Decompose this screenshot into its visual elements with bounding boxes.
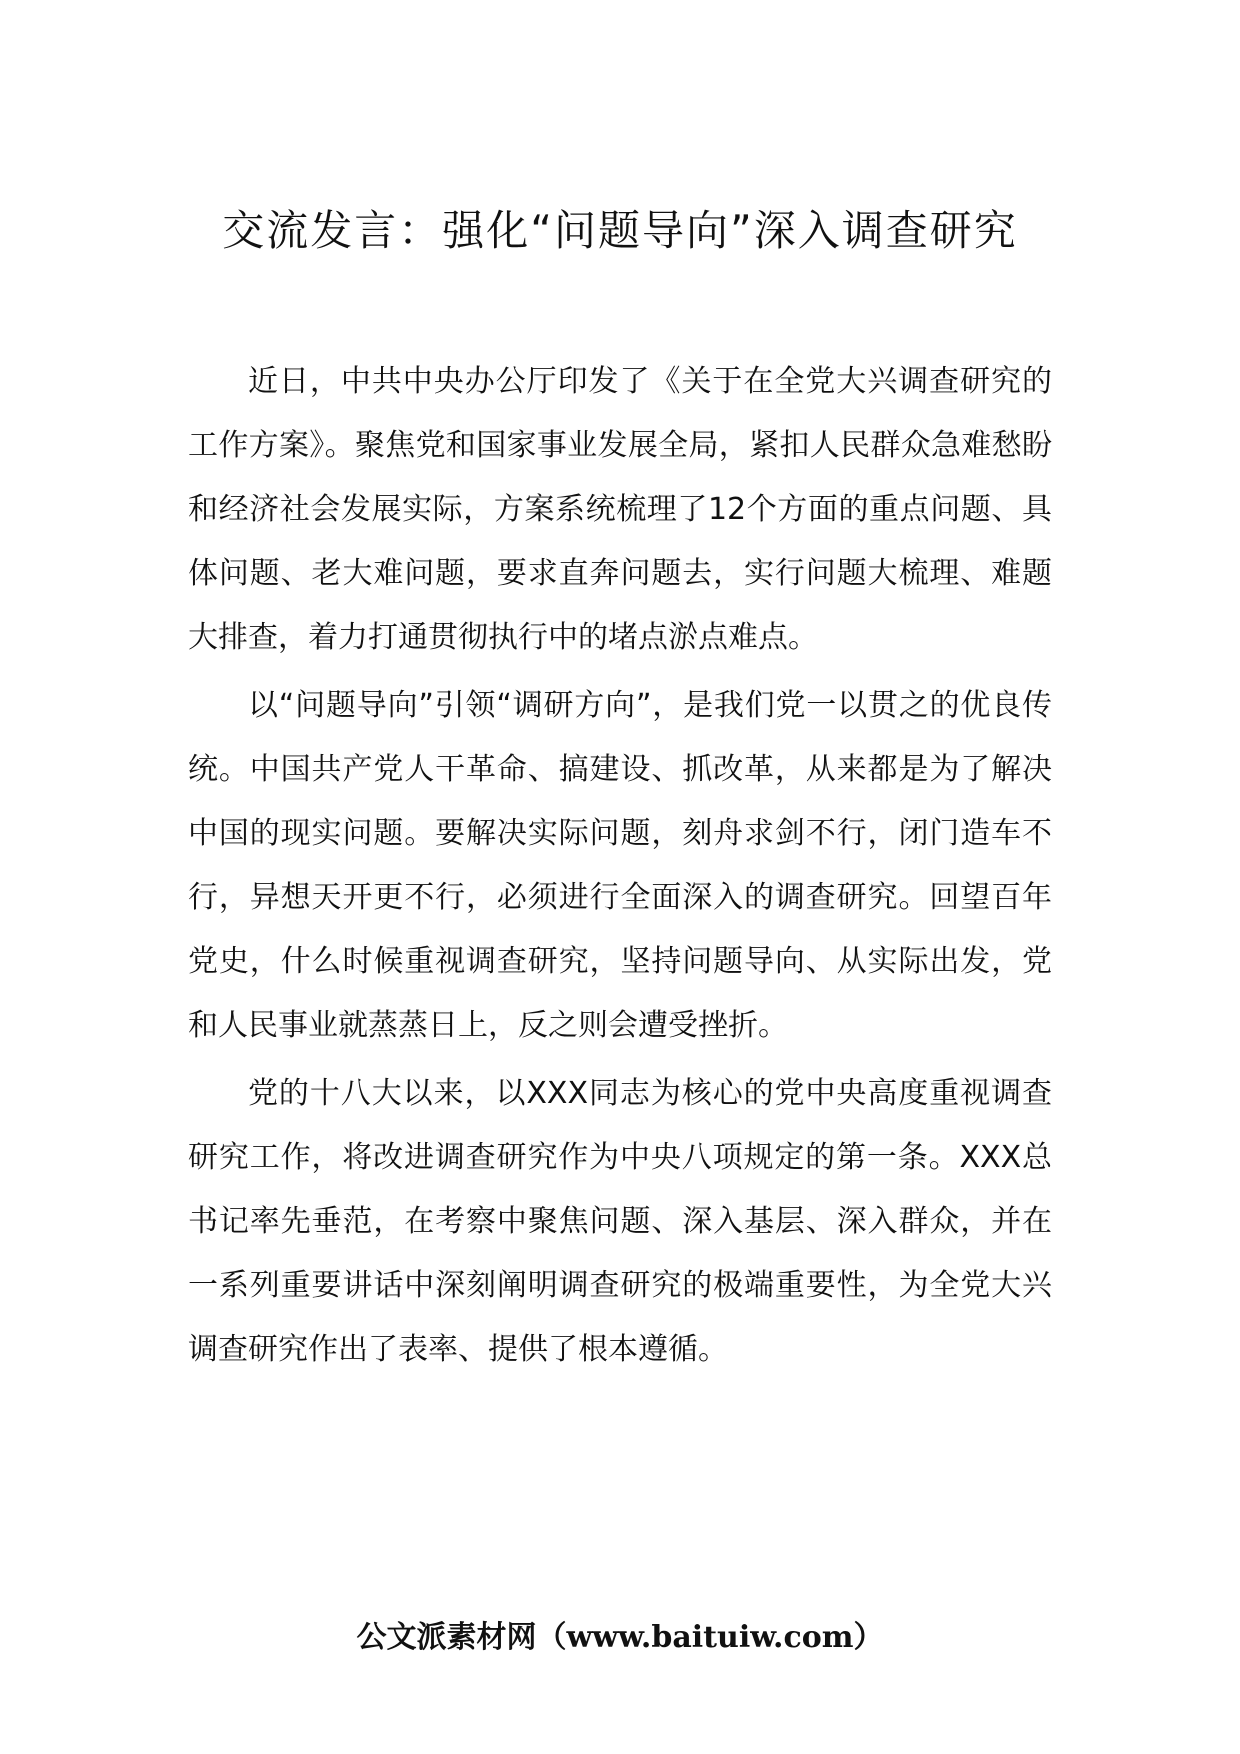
footer-source: 公文派素材网（www.baituiw.com）	[356, 1620, 884, 1655]
paragraph-3: 党的十八大以来，以XXX同志为核心的党中央高度重视调查研究工作，将改进调查研究作为中央八项规定的第一条。XXX总书记率先垂范，在考察中聚焦问题、深入基层、深入群众，并在一系列重要讲话中深刻阐明调查研究的极端重要性，为全党大兴调查研究作出了表率、提供了根本遵循。	[188, 1076, 1052, 1367]
document-body	[188, 350, 1052, 1382]
paragraph-2: 以“问题导向”引领“调研方向”，是我们党一以贯之的优良传统。中国共产党人干革命、搞建设、抓改革，从来都是为了解决中国的现实问题。要解决实际问题，刻舟求剑不行，闭门造车不行，异想天开更不行，必须进行全面深入的调查研究。回望百年党史，什么时候重视调查研究，坚持问题导向、从实际出发，党和人民事业就蒸蒸日上，反之则会遭受挫折。	[188, 688, 1052, 1043]
document-title: 交流发言：强化“问题导向”深入调查研究	[222, 206, 1018, 255]
paragraph-1: 近日，中共中央办公厅印发了《关于在全党大兴调查研究的工作方案》。聚焦党和国家事业发展全局，紧扣人民群众急难愁盼和经济社会发展实际，方案系统梳理了12个方面的重点问题、具体问题、老大难问题，要求直奔问题去，实行问题大梳理、难题大排查，着力打通贯彻执行中的堵点淤点难点。	[188, 364, 1052, 655]
